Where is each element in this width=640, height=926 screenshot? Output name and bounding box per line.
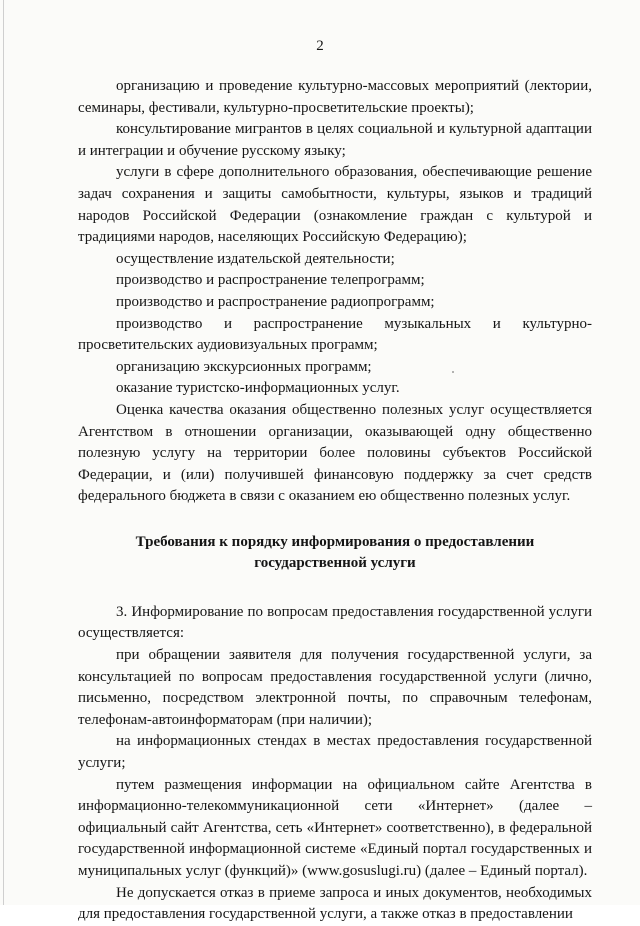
scan-edge-line (3, 0, 4, 905)
paragraph: услуги в сфере дополнительного образования, обеспечивающие решение задач сохранения и защиты самобытности, культуры, языков и традиций народов Российской Федерации (ознакомление граждан с культурой и традициями народов, населяющих Российскую Федерацию); (78, 164, 592, 246)
paragraph: на информационных стендах в местах предоставления государственной услуги; (78, 733, 592, 772)
paragraph: Оценка качества оказания общественно полезных услуг осуществляется Агентством в отношении организации, оказывающей одну общественно полезную услугу на территории более половины субъектов Российской Федерации, и (или) получившей финансовую поддержку за счет средств федерального бюджета в связи с оказанием ею общественно полезных услуг. (78, 401, 592, 505)
paragraph: Не допускается отказ в приеме запроса и иных документов, необходимых для предоставления государственной услуги, а также отказ в предоставлении (78, 884, 592, 923)
section-heading-line: Требования к порядку информирования о предоставлении (135, 533, 535, 550)
paragraph: производство и распространение телепрограмм; (116, 272, 425, 289)
paragraph: организацию экскурсионных программ; (116, 358, 372, 375)
paragraph: организацию и проведение культурно-массовых мероприятий (лектории, семинары, фестивали, культурно-просветительские проекты); (78, 78, 592, 116)
page-number: 2 (316, 38, 324, 54)
paragraph: при обращении заявителя для получения государственной услуги, за консультацией по вопросам предоставления государственной услуги (лично, письменно, посредством электронной почты, по справочным телефонам, телефонам-автоинформаторам (при наличии); (78, 647, 592, 728)
paragraph: 3. Информирование по вопросам предоставления государственной услуги осуществляется: (78, 603, 592, 642)
paragraph: производство и распространение музыкальных и культурно-просветительских аудиовизуальных программ; (78, 315, 592, 354)
section-heading (78, 532, 592, 574)
document-body (78, 76, 592, 926)
paragraph: производство и распространение радиопрограмм; (116, 293, 435, 310)
section-heading-line: государственной услуги (254, 554, 416, 571)
paragraph: путем размещения информации на официальном сайте Агентства в информационно-телекоммуникационной сети «Интернет» (далее – официальный сайт Агентства, сеть «Интернет» соответственно), в федеральной государственной информационной системе «Единый портал государственных и муниципальных услуг (функций)» (www.gosuslugi.ru) (далее – Единый портал). (78, 776, 592, 879)
paragraph: осуществление издательской деятельности; (116, 250, 395, 267)
paragraph: консультирование мигрантов в целях социальной и культурной адаптации и интеграции и обучение русскому языку; (78, 121, 592, 159)
paragraph: оказание туристско-информационных услуг. (116, 380, 400, 397)
